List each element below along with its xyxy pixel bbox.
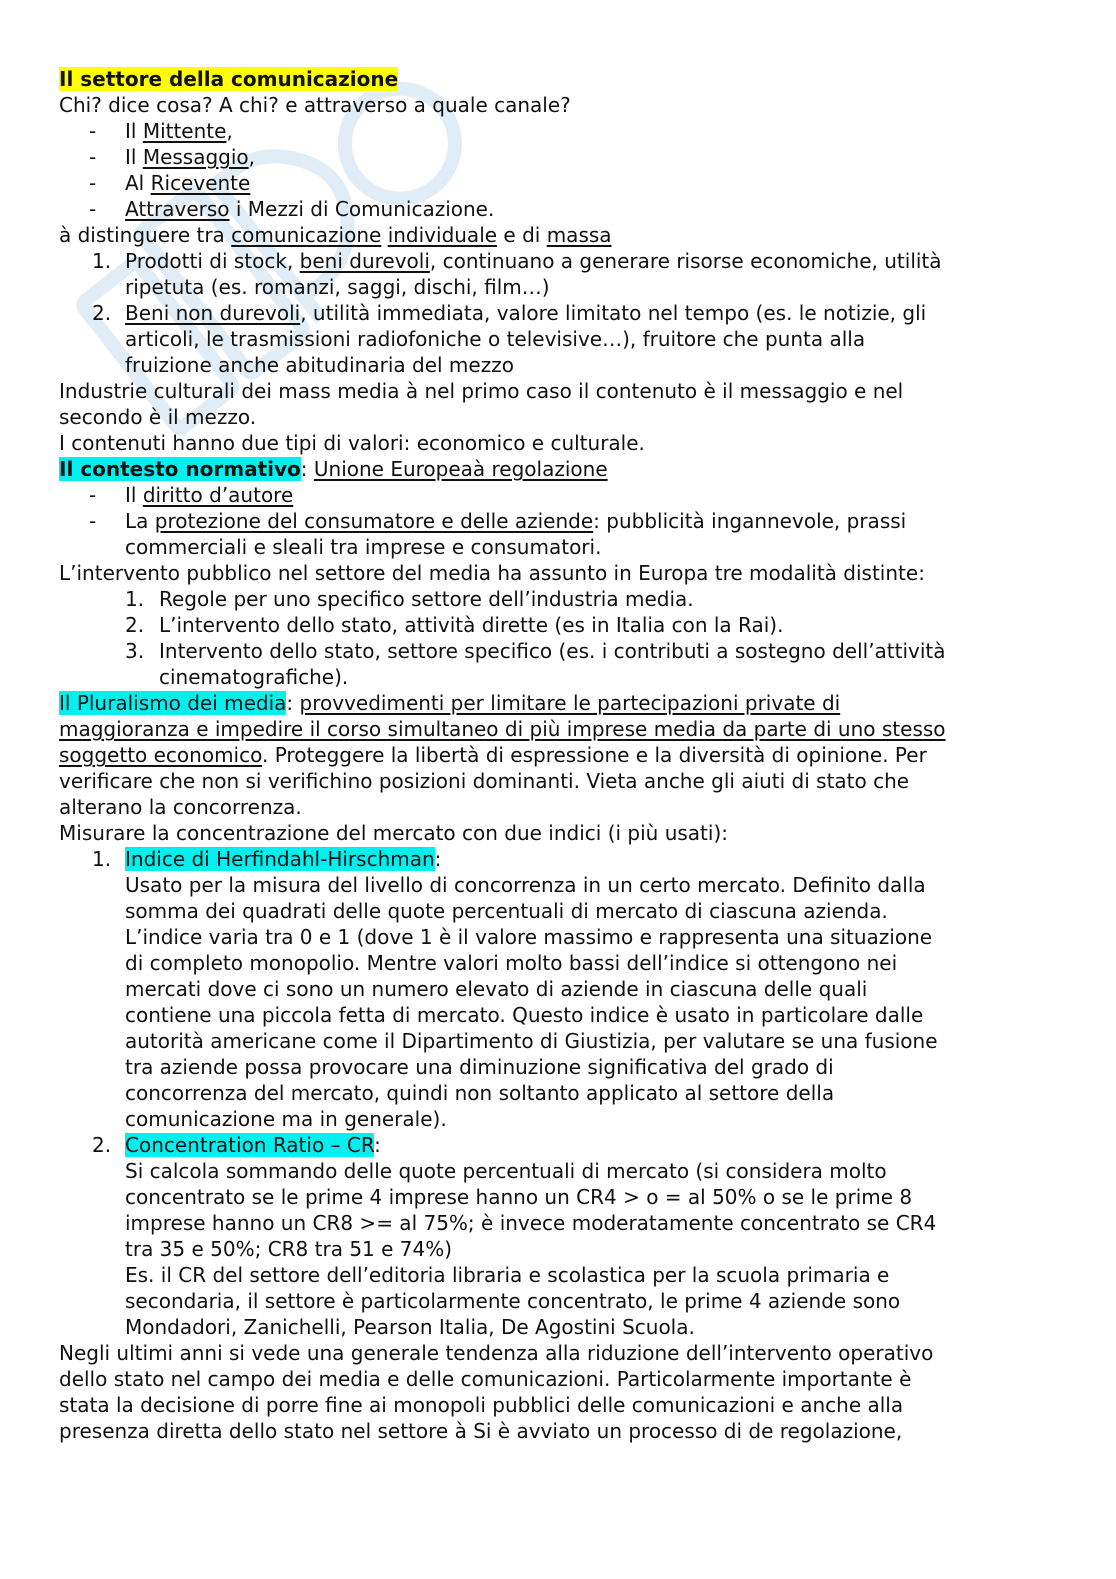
product-item-2: 2. Beni non durevoli, utilità immediata, valore limitato nel tempo (es. le notizie, gli [92, 301, 927, 325]
index-hhi-text: L’indice varia tra 0 e 1 (dove 1 è il valore massimo e rappresenta una situazione [125, 925, 933, 949]
product-item-2-cont: articoli, le trasmissioni radiofoniche o televisive…), fruitore che punta alla [125, 327, 866, 351]
title-text: Il settore della comunicazione [59, 67, 399, 91]
index-hhi-text: comunicazione ma in generale). [125, 1107, 447, 1131]
index-hhi-text: autorità americane come il Dipartimento di Giustizia, per valutare se una fusione [125, 1029, 938, 1053]
paragraph-line: maggioranza e impedire il corso simultaneo di più imprese media da parte di uno stesso [59, 717, 946, 741]
closing-paragraph: presenza diretta dello stato nel settore à Si è avviato un processo di de regolazione, [59, 1419, 903, 1443]
closing-paragraph: Negli ultimi anni si vede una generale tendenza alla riduzione dell’intervento operativo [59, 1341, 934, 1365]
index-hhi-text: di completo monopolio. Mentre valori molto bassi dell’indice si ottengono nei [125, 951, 898, 975]
section-heading-pluralism: Il Pluralismo dei media: provvedimenti per limitare le partecipazioni private di [59, 691, 841, 715]
intro-question: Chi? dice cosa? A chi? e attraverso a quale canale? [59, 93, 571, 117]
page-title [59, 66, 1059, 92]
index-cr-text: Mondadori, Zanichelli, Pearson Italia, De Agostini Scuola. [125, 1315, 695, 1339]
document-page [59, 66, 1059, 1444]
index-cr-text: imprese hanno un CR8 >= al 75%; è invece moderatamente concentrato se CR4 [125, 1211, 937, 1235]
product-item-2-cont: fruizione anche abitudinaria del mezzo [125, 353, 514, 377]
paragraph-line: Misurare la concentrazione del mercato con due indici (i più usati): [59, 821, 728, 845]
intervention-item-3: 3. Intervento dello stato, settore specifico (es. i contributi a sostegno dell’attività [125, 639, 946, 663]
index-cr-text: concentrato se le prime 4 imprese hanno un CR4 > o = al 50% o se le prime 8 [125, 1185, 913, 1209]
list-item-messaggio: - Il Messaggio, [59, 144, 1059, 170]
paragraph-line: secondo è il mezzo. [59, 405, 257, 429]
paragraph-line: I contenuti hanno due tipi di valori: economico e culturale. [59, 431, 645, 455]
index-hhi-text: somma dei quadrati delle quote percentuali di mercato di ciascuna azienda. [125, 899, 888, 923]
distinguish-line: à distinguere tra comunicazione individuale e di massa [59, 223, 612, 247]
product-item-1: 1. Prodotti di stock, beni durevoli, continuano a generare risorse economiche, utilità [92, 249, 942, 273]
index-hhi-text: tra aziende possa provocare una diminuzione significativa del grado di [125, 1055, 834, 1079]
index-cr-text: tra 35 e 50%; CR8 tra 51 e 74%) [125, 1237, 453, 1261]
intervention-item-3-cont: cinematografiche). [159, 665, 349, 689]
paragraph-line: Industrie culturali dei mass media à nel primo caso il contenuto è il messaggio e nel [59, 379, 904, 403]
product-item-1-cont: ripetuta (es. romanzi, saggi, dischi, film…) [125, 275, 550, 299]
list-item-cont: commerciali e sleali tra imprese e consumatori. [125, 535, 602, 559]
index-item-cr: 2. Concentration Ratio – CR: [92, 1133, 381, 1157]
intervention-item-2: 2. L’intervento dello stato, attività dirette (es in Italia con la Rai). [125, 613, 784, 637]
index-cr-text: Si calcola sommando delle quote percentuali di mercato (si considera molto [125, 1159, 887, 1183]
paragraph-line: verificare che non si verifichino posizioni dominanti. Vieta anche gli aiuti di stato che [59, 769, 910, 793]
list-item-copyright: - Il diritto d’autore [59, 482, 1059, 508]
index-cr-text: Es. il CR del settore dell’editoria libraria e scolastica per la scuola primaria e [125, 1263, 890, 1287]
paragraph-line: L’intervento pubblico nel settore del media ha assunto in Europa tre modalità distinte: [59, 561, 925, 585]
list-item-mittente: - Il Mittente, [59, 118, 1059, 144]
paragraph-line: alterano la concorrenza. [59, 795, 302, 819]
intervention-item-1: 1. Regole per uno specifico settore dell’industria media. [125, 587, 694, 611]
index-item-hhi: 1. Indice di Herfindahl-Hirschman: [92, 847, 442, 871]
index-hhi-text: Usato per la misura del livello di concorrenza in un certo mercato. Definito dalla [125, 873, 926, 897]
closing-paragraph: stata la decisione di porre fine ai monopoli pubblici delle comunicazioni e anche alla [59, 1393, 904, 1417]
index-cr-text: secondaria, il settore è particolarmente concentrato, le prime 4 aziende sono [125, 1289, 901, 1313]
section-heading-normative: Il contesto normativo: Unione Europeaà regolazione [59, 457, 608, 481]
closing-paragraph: dello stato nel campo dei media e delle comunicazioni. Particolarmente importante è [59, 1367, 912, 1391]
index-hhi-text: mercati dove ci sono un numero elevato di aziende in ciascuna delle quali [125, 977, 868, 1001]
paragraph-line: soggetto economico. Proteggere la libertà di espressione e la diversità di opinione. Per [59, 743, 927, 767]
list-item-ricevente: - Al Ricevente [59, 170, 1059, 196]
list-item-consumer-protection: - La protezione del consumatore e delle aziende: pubblicità ingannevole, prassi [59, 508, 1059, 534]
index-hhi-text: concorrenza del mercato, quindi non soltanto applicato al settore della [125, 1081, 835, 1105]
list-item-attraverso: - Attraverso i Mezzi di Comunicazione. [59, 196, 1059, 222]
index-hhi-text: contiene una piccola fetta di mercato. Questo indice è usato in particolare dalle [125, 1003, 924, 1027]
